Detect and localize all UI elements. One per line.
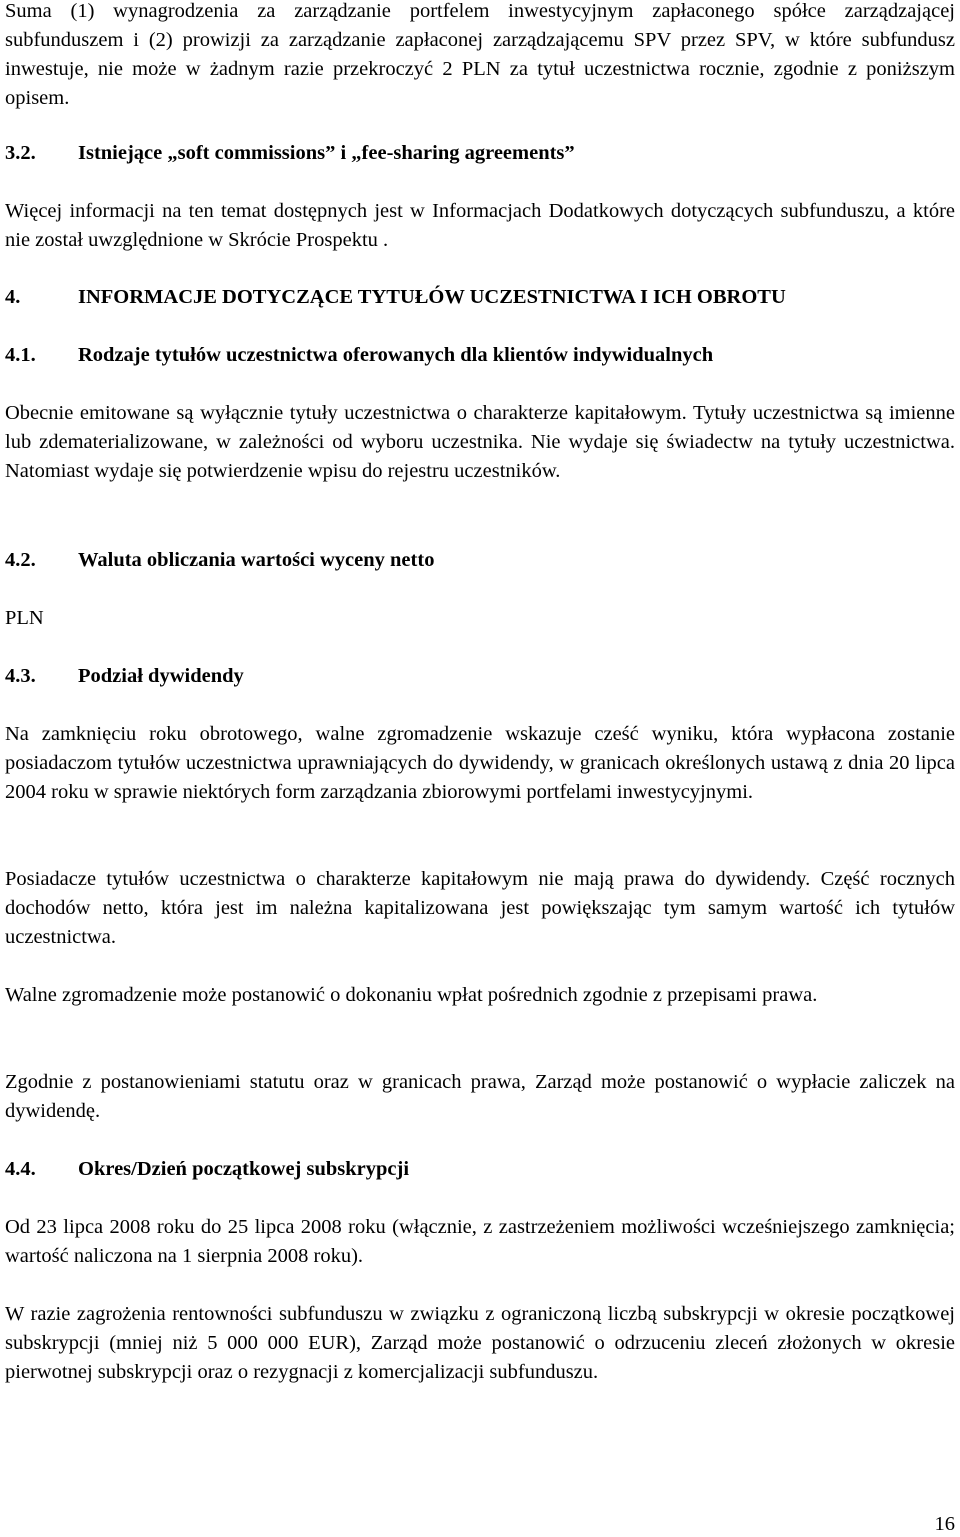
page-number: 16 (934, 1513, 955, 1535)
section-heading-4-3 (5, 662, 955, 691)
paragraph-currency: PLN (5, 607, 44, 629)
section-title: Okres/Dzień początkowej subskrypcji (78, 1158, 410, 1180)
section-title: Waluta obliczania wartości wyceny netto (78, 549, 435, 571)
paragraph-dividend-decision: Na zamknięciu roku obrotowego, walne zgromadzenie wskazuje cześć wyniku, która wypłacona zostanie posiadaczom tytułów uczestnictwa uprawniających do dywidendy, w granicach określonych ustawą z dnia 20 lipca 2004 roku w sprawie niektórych form zarządzania zbiorowymi portfelami inwestycyjnymi. (5, 723, 955, 803)
section-title: Istniejące „soft commissions” i „fee-sharing agreements” (78, 142, 575, 164)
paragraph-unit-types: Obecnie emitowane są wyłącznie tytuły uczestnictwa o charakterze kapitałowym. Tytuły uczestnictwa są imienne lub zdematerializowane, w zależności od wyboru uczestnika. Nie wydaje się świadectw na tytuły uczestnictwa. Natomiast wydaje się potwierdzenie wpisu do rejestru uczestników. (5, 402, 955, 482)
section-heading-4-1 (5, 341, 955, 370)
section-title: Rodzaje tytułów uczestnictwa oferowanych dla klientów indywidualnych (78, 344, 714, 366)
section-heading-4 (5, 283, 955, 312)
paragraph-additional-info: Więcej informacji na ten temat dostępnych jest w Informacjach Dodatkowych dotyczących subfunduszu, a które nie został uwzględnione w Skrócie Prospektu . (5, 200, 955, 251)
section-heading-3-2 (5, 139, 955, 168)
paragraph-subscription-period: Od 23 lipca 2008 roku do 25 lipca 2008 roku (włącznie, z zastrzeżeniem możliwości wcześniejszego zamknięcia; wartość naliczona na 1 sierpnia 2008 roku). (5, 1216, 955, 1267)
paragraph-subscription-risk: W razie zagrożenia rentowności subfunduszu w związku z ograniczoną liczbą subskrypcji w okresie początkowej subskrypcji (mniej niż 5 000 000 EUR), Zarząd może postanowić o odrzuceniu zleceń złożonych w okresie pierwotnej subskrypcji oraz o rezygnacji z komercjalizacji subfunduszu. (5, 1303, 955, 1383)
section-number: 4.2. (5, 549, 36, 571)
paragraph-capital-units: Posiadacze tytułów uczestnictwa o charakterze kapitałowym nie mają prawa do dywidendy. Część rocznych dochodów netto, która jest im należna kapitalizowana jest powiększając tym samym wartość ich tytułów uczestnictwa. (5, 868, 955, 948)
paragraph-fee-limit: Suma (1) wynagrodzenia za zarządzanie portfelem inwestycyjnym zapłaconego spółce zarządzającej subfunduszem i (2) prowizji za zarządzanie zapłaconej zarządzającemu SPV przez SPV, w które subfundusz inwestuje, nie może w żadnym razie przekroczyć 2 PLN za tytuł uczestnictwa rocznie, zgodnie z poniższym opisem. (5, 0, 955, 109)
section-heading-4-2 (5, 546, 955, 575)
section-number: 4.3. (5, 665, 36, 687)
section-number: 4.1. (5, 344, 36, 366)
section-title: Podział dywidendy (78, 665, 244, 687)
section-heading-4-4 (5, 1155, 955, 1184)
section-title: INFORMACJE DOTYCZĄCE TYTUŁÓW UCZESTNICTWA I ICH OBROTU (78, 286, 786, 308)
paragraph-dividend-advances: Zgodnie z postanowieniami statutu oraz w granicach prawa, Zarząd może postanowić o wypłacie zaliczek na dywidendę. (5, 1071, 955, 1122)
section-number: 3.2. (5, 142, 36, 164)
paragraph-interim-payments: Walne zgromadzenie może postanowić o dokonaniu wpłat pośrednich zgodnie z przepisami prawa. (5, 984, 818, 1006)
section-number: 4. (5, 286, 21, 308)
section-number: 4.4. (5, 1158, 36, 1180)
